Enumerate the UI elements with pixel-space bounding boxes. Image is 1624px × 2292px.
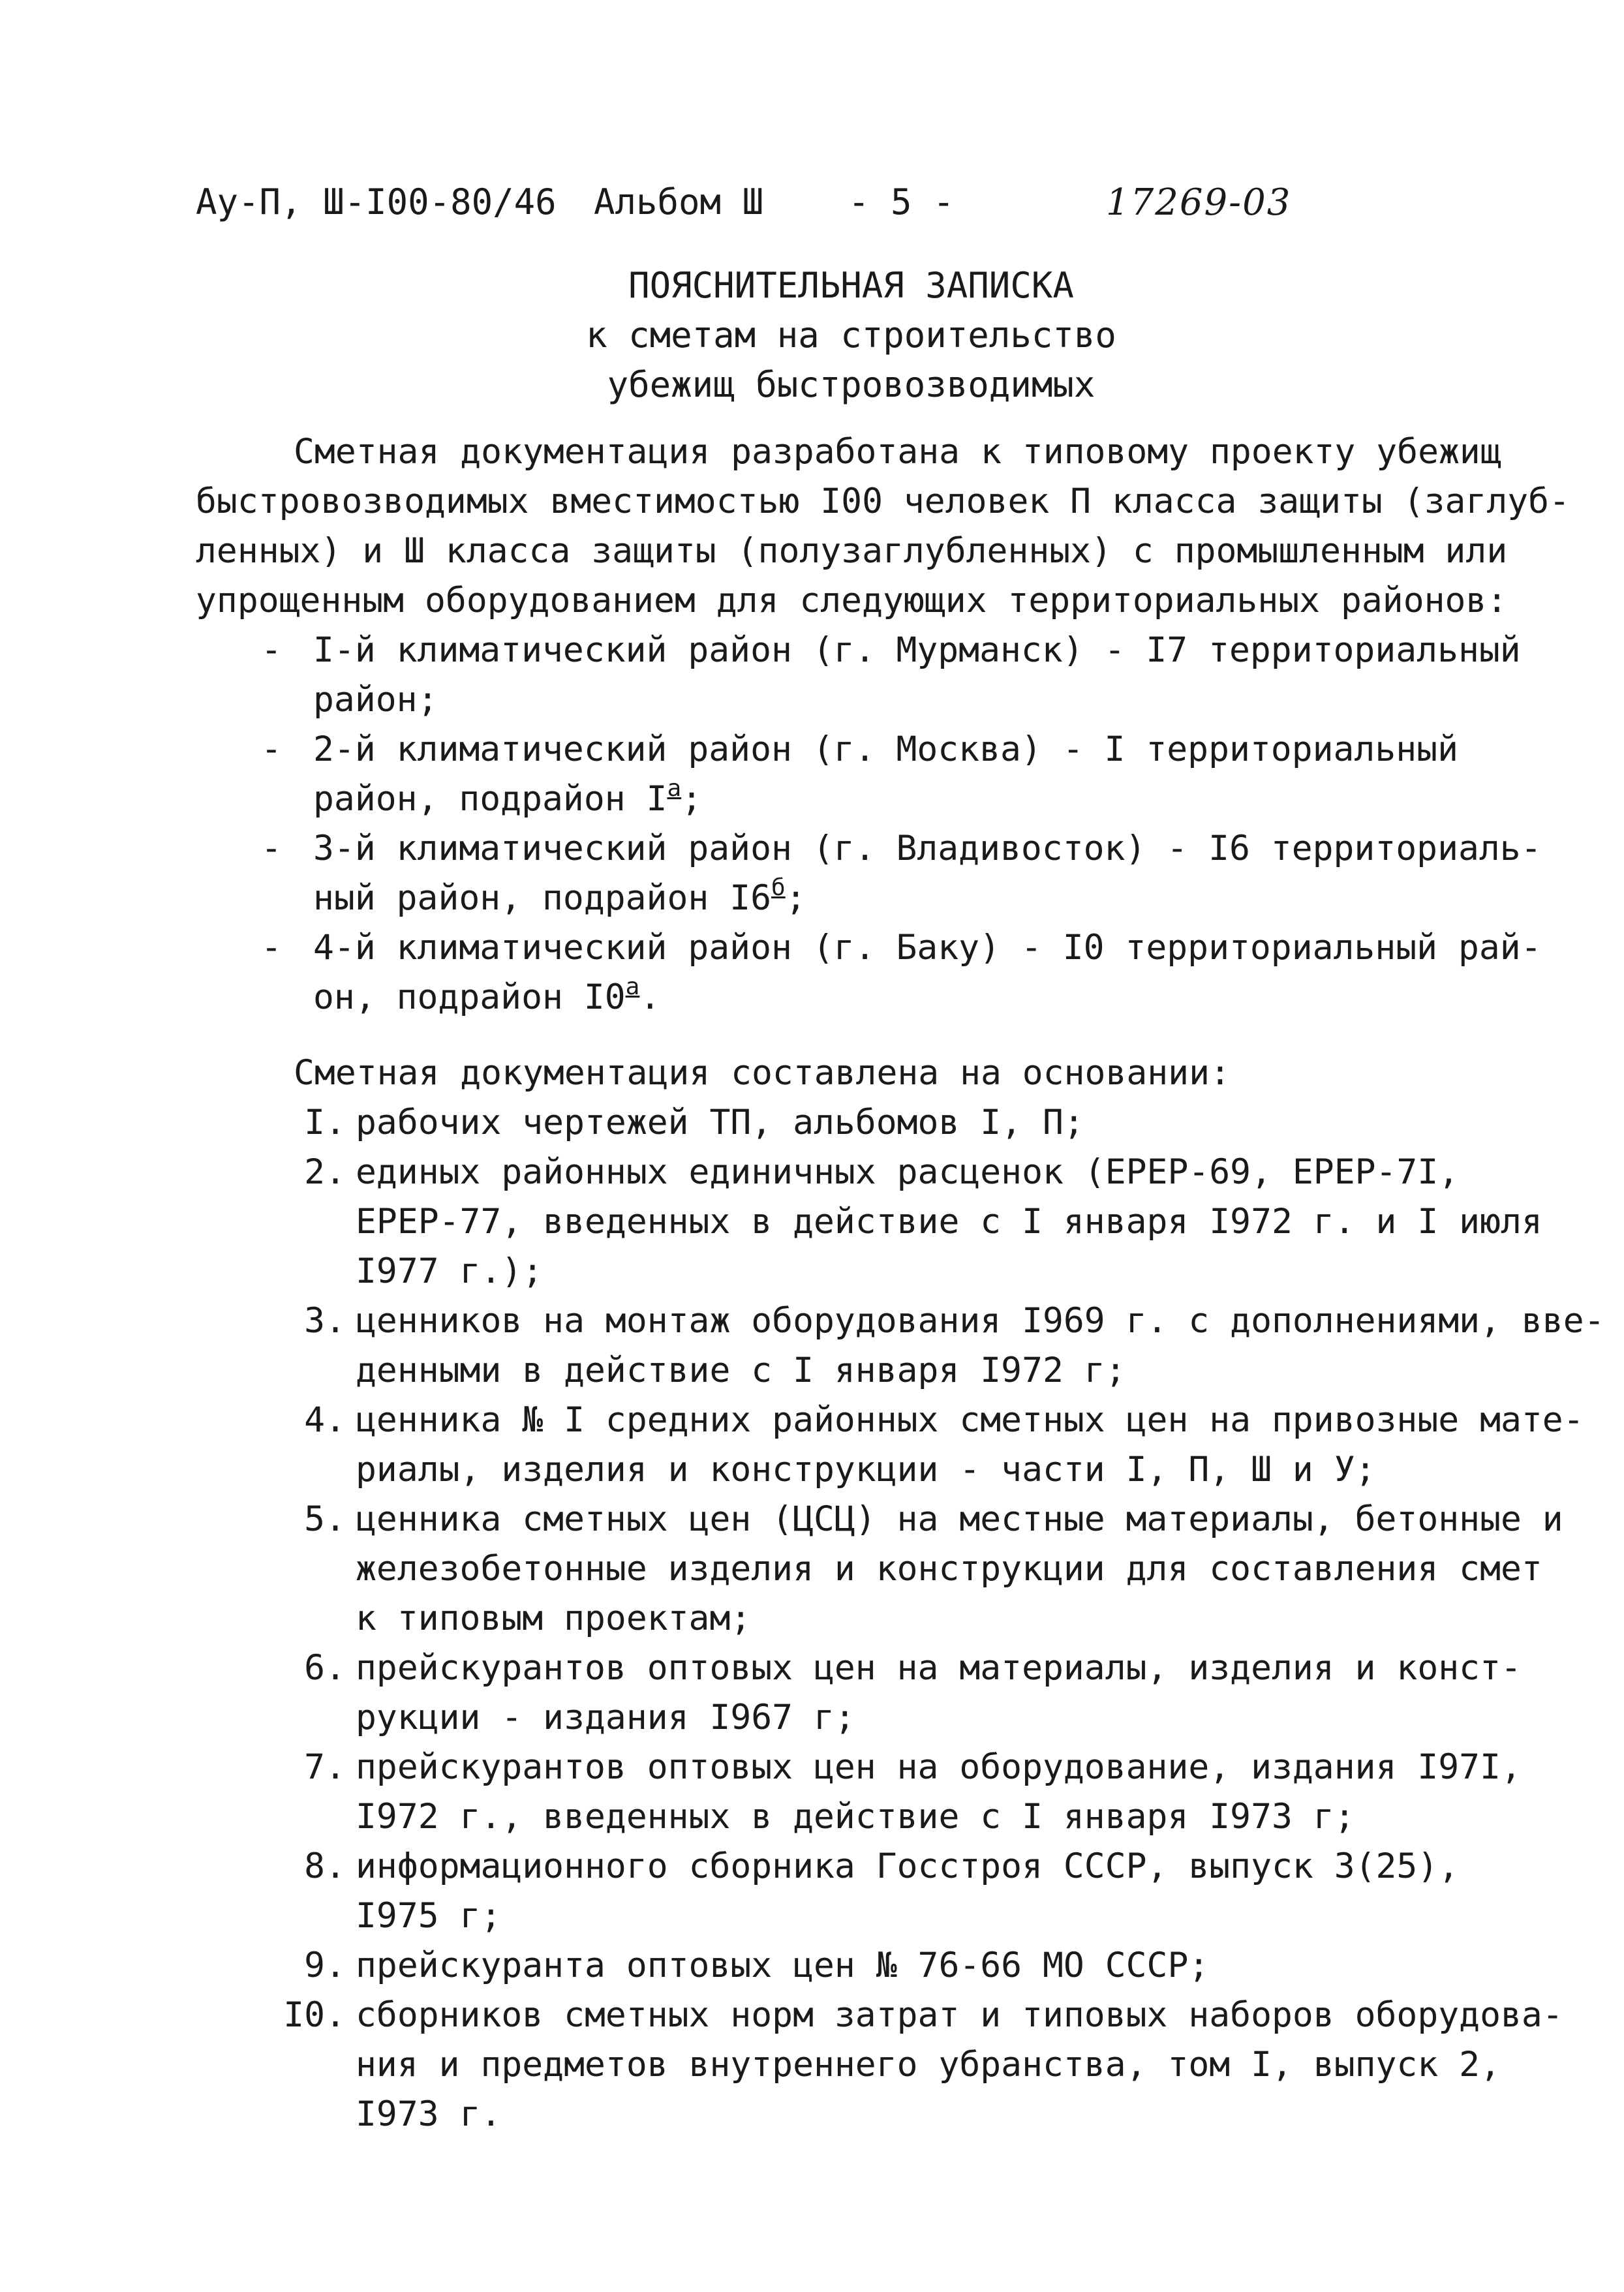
district-line <box>313 973 1553 1022</box>
document-title <box>0 261 1624 410</box>
district-item <box>196 923 1553 1022</box>
line-punctuation: ; <box>681 779 703 819</box>
subdistrict-code: I <box>646 779 667 819</box>
basis-item <box>196 1098 1553 1148</box>
basis-intro: Сметная документация составлена на основании: <box>294 1053 1231 1093</box>
district-dash: - <box>261 829 282 868</box>
district-item <box>196 626 1553 725</box>
district-line <box>313 874 1553 923</box>
basis-item-number: 3. <box>304 1301 346 1341</box>
basis-item-number: 8. <box>304 1846 346 1886</box>
intro-line: быстровозводимых вместимостью I00 человек П класса защиты (заглуб- <box>196 481 1570 521</box>
subdistrict-letter: а <box>667 775 682 802</box>
basis-item-number: I. <box>304 1103 346 1142</box>
subdistrict-code: I6 <box>729 878 772 918</box>
basis-item-number: 4. <box>304 1400 346 1440</box>
district-line <box>313 774 1553 824</box>
intro-line: упрощенным оборудованием для следующих территориальных районов: <box>196 581 1508 620</box>
basis-item-line: прейскурантов оптовых цен на материалы, изделия и конст- <box>356 1648 1522 1688</box>
basis-item-line: информационного сборника Госстроя СССР, выпуск 3(25), <box>356 1846 1460 1886</box>
basis-item <box>196 1643 1553 1743</box>
basis-item <box>196 1941 1553 1991</box>
basis-item-number: 7. <box>304 1747 346 1787</box>
basis-item-line: железобетонные изделия и конструкции для составления смет <box>356 1549 1542 1589</box>
district-line-text: район, подрайон <box>313 779 647 819</box>
header-album: Альбом Ш <box>594 181 764 222</box>
basis-item <box>196 1296 1605 1396</box>
subdistrict-code: I0 <box>583 977 626 1017</box>
district-line: район; <box>313 680 438 720</box>
subdistrict-letter: б <box>771 874 786 901</box>
basis-item-line: к типовым проектам; <box>356 1598 752 1638</box>
subdistrict-letter: а <box>625 973 640 1000</box>
district-line: 2-й климатический район (г. Москва) - I территориальный <box>313 729 1458 769</box>
document-body <box>196 427 1605 2139</box>
intro-line: Сметная документация разработана к типовому проекту убежищ <box>294 432 1501 472</box>
basis-item <box>196 1148 1553 1296</box>
intro-line: ленных) и Ш класса защиты (полузаглубленных) с промышленным или <box>196 531 1508 571</box>
basis-item-line: I973 г. <box>356 2094 502 2134</box>
basis-item-number: 5. <box>304 1499 346 1539</box>
line-punctuation: ; <box>785 878 806 918</box>
district-line: I-й климатический район (г. Мурманск) - I7 территориальный <box>313 630 1521 670</box>
basis-item-line: ния и предметов внутреннего убранства, том I, выпуск 2, <box>356 2045 1501 2085</box>
basis-item-line: I972 г., введенных в действие с I января I973 г; <box>356 1797 1355 1837</box>
intro-paragraph <box>196 427 1570 626</box>
district-dash: - <box>261 928 282 968</box>
basis-item-line: ценника сметных цен (ЦСЦ) на местные материалы, бетонные и <box>356 1499 1563 1539</box>
basis-item <box>196 1991 1563 2139</box>
district-line-text: ный район, подрайон <box>313 878 730 918</box>
header-doc-number: 17269-03 <box>1106 181 1292 224</box>
basis-item-number: I0. <box>283 1995 346 2035</box>
basis-item-line: единых районных единичных расценок (ЕРЕР-69, ЕРЕР-7I, <box>356 1152 1460 1192</box>
basis-item-line: сборников сметных норм затрат и типовых наборов оборудова- <box>356 1995 1563 2035</box>
basis-item-line: прейскуранта оптовых цен № 76-66 МО СССР; <box>356 1946 1210 1985</box>
header-page-number: - 5 - <box>848 181 955 222</box>
page-header <box>196 181 1501 234</box>
title-line-2: к сметам на строительство <box>586 314 1116 356</box>
district-item <box>196 725 1553 824</box>
basis-item-line: рукции - издания I967 г; <box>356 1698 855 1737</box>
title-line-1: ПОЯСНИТЕЛЬНАЯ ЗАПИСКА <box>628 265 1074 306</box>
district-line: 3-й климатический район (г. Владивосток) - I6 территориаль- <box>313 829 1542 868</box>
basis-item <box>196 1743 1553 1842</box>
basis-item-line: прейскурантов оптовых цен на оборудование, издания I97I, <box>356 1747 1522 1787</box>
basis-item-number: 6. <box>304 1648 346 1688</box>
basis-item <box>196 1495 1563 1643</box>
basis-item-line: риалы, изделия и конструкции - части I, П, Ш и У; <box>356 1450 1376 1490</box>
district-dash: - <box>261 630 282 670</box>
basis-item <box>196 1396 1584 1495</box>
basis-list <box>196 1098 1605 2139</box>
basis-item-line: денными в действие с I января I972 г; <box>356 1351 1126 1390</box>
basis-item-line: рабочих чертежей ТП, альбомов I, П; <box>356 1103 1084 1142</box>
basis-item-line: I975 г; <box>356 1896 502 1936</box>
basis-item-line: I977 г.); <box>356 1251 544 1291</box>
basis-item <box>196 1842 1553 1941</box>
basis-item-number: 2. <box>304 1152 346 1192</box>
basis-item-line: ЕРЕР-77, введенных в действие с I января I972 г. и I июля <box>356 1202 1542 1242</box>
line-punctuation: . <box>639 977 661 1017</box>
district-list <box>196 626 1553 1022</box>
title-line-3: убежищ быстровозводимых <box>607 364 1095 405</box>
basis-item-line: ценников на монтаж оборудования I969 г. с дополнениями, вве- <box>356 1301 1605 1341</box>
basis-item-line: ценника № I средних районных сметных цен на привозные мате- <box>356 1400 1584 1440</box>
district-dash: - <box>261 729 282 769</box>
header-code: Ау-П, Ш-I00-80/46 <box>196 181 557 222</box>
basis-item-number: 9. <box>304 1946 346 1985</box>
district-line-text: он, подрайон <box>313 977 584 1017</box>
district-item <box>196 824 1553 923</box>
district-line: 4-й климатический район (г. Баку) - I0 территориальный рай- <box>313 928 1542 968</box>
